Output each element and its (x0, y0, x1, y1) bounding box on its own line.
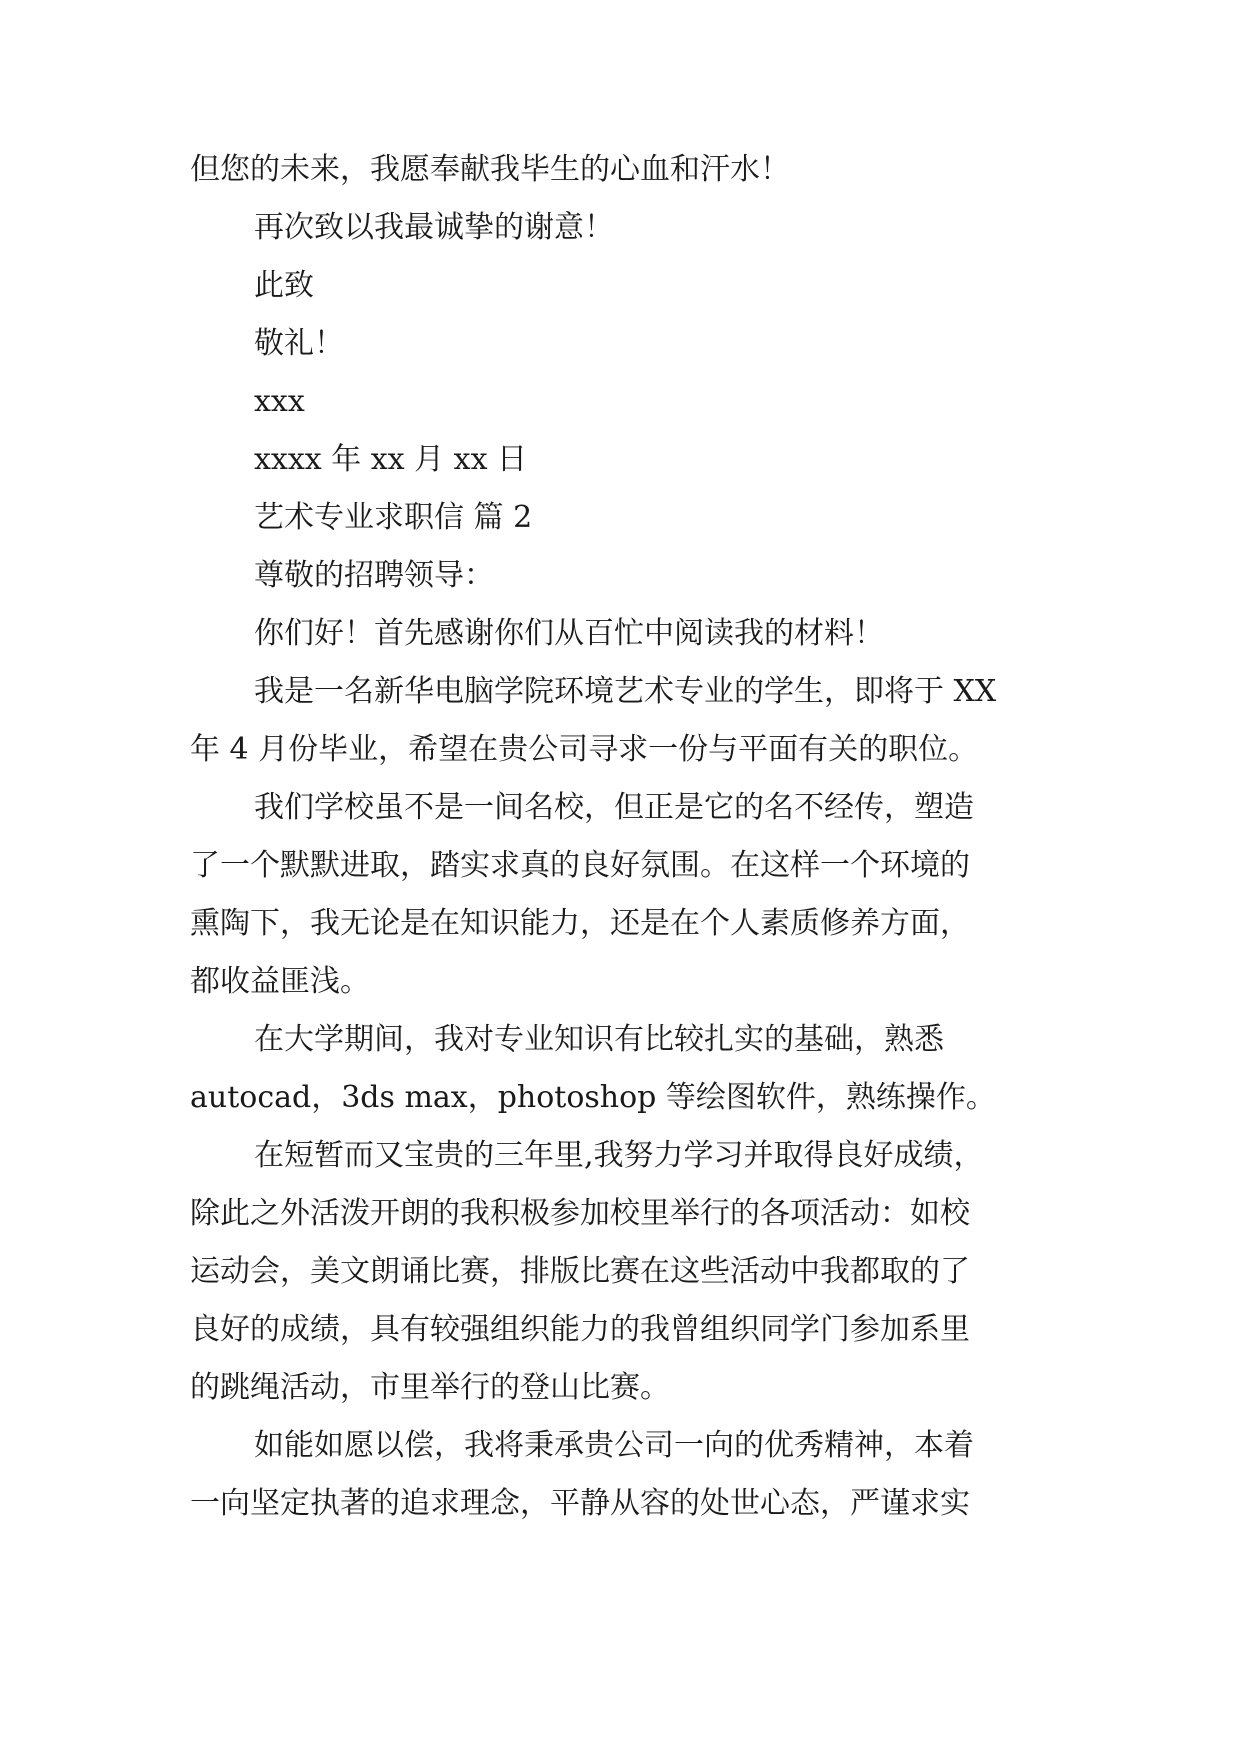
text-line: 在大学期间，我对专业知识有比较扎实的基础，熟悉 (254, 1022, 944, 1057)
text-line: 都收益匪浅。 (190, 964, 370, 999)
text-line: 年 4 月份毕业，希望在贵公司寻求一份与平面有关的职位。 (190, 732, 979, 767)
text-line: 我们学校虽不是一间名校，但正是它的名不经传，塑造 (254, 790, 974, 825)
section-heading: 艺术专业求职信 篇 2 (254, 500, 533, 535)
text-line: 但您的未来，我愿奉献我毕生的心血和汗水！ (190, 152, 790, 187)
text-line: 的跳绳活动，市里举行的登山比赛。 (190, 1370, 670, 1405)
text-line: 了一个默默进取，踏实求真的良好氛围。在这样一个环境的 (190, 848, 970, 883)
text-line: 良好的成绩，具有较强组织能力的我曾组织同学门参加系里 (190, 1312, 970, 1347)
text-line: 一向坚定执著的追求理念，平静从容的处世心态，严谨求实 (190, 1486, 970, 1521)
text-line: 敬礼！ (254, 326, 344, 361)
salutation: 尊敬的招聘领导： (254, 558, 494, 593)
text-line: 如能如愿以偿，我将秉承贵公司一向的优秀精神，本着 (254, 1428, 974, 1463)
text-line: 熏陶下，我无论是在知识能力，还是在个人素质修养方面， (190, 906, 970, 941)
text-line: 再次致以我最诚挚的谢意！ (254, 210, 614, 245)
text-line: autocad，3ds max，photoshop 等绘图软件，熟练操作。 (190, 1080, 996, 1115)
date-line: xxxx 年 xx 月 xx 日 (254, 442, 528, 477)
text-line: 此致 (254, 268, 314, 303)
text-line: 运动会，美文朗诵比赛，排版比赛在这些活动中我都取的了 (190, 1254, 970, 1289)
text-line: 在短暂而又宝贵的三年里,我努力学习并取得良好成绩， (254, 1138, 984, 1173)
text-line: 你们好！首先感谢你们从百忙中阅读我的材料！ (254, 616, 884, 651)
text-line: xxx (254, 384, 305, 419)
text-line: 除此之外活泼开朗的我积极参加校里举行的各项活动：如校 (190, 1196, 970, 1231)
text-line: 我是一名新华电脑学院环境艺术专业的学生，即将于 XX (254, 674, 997, 709)
